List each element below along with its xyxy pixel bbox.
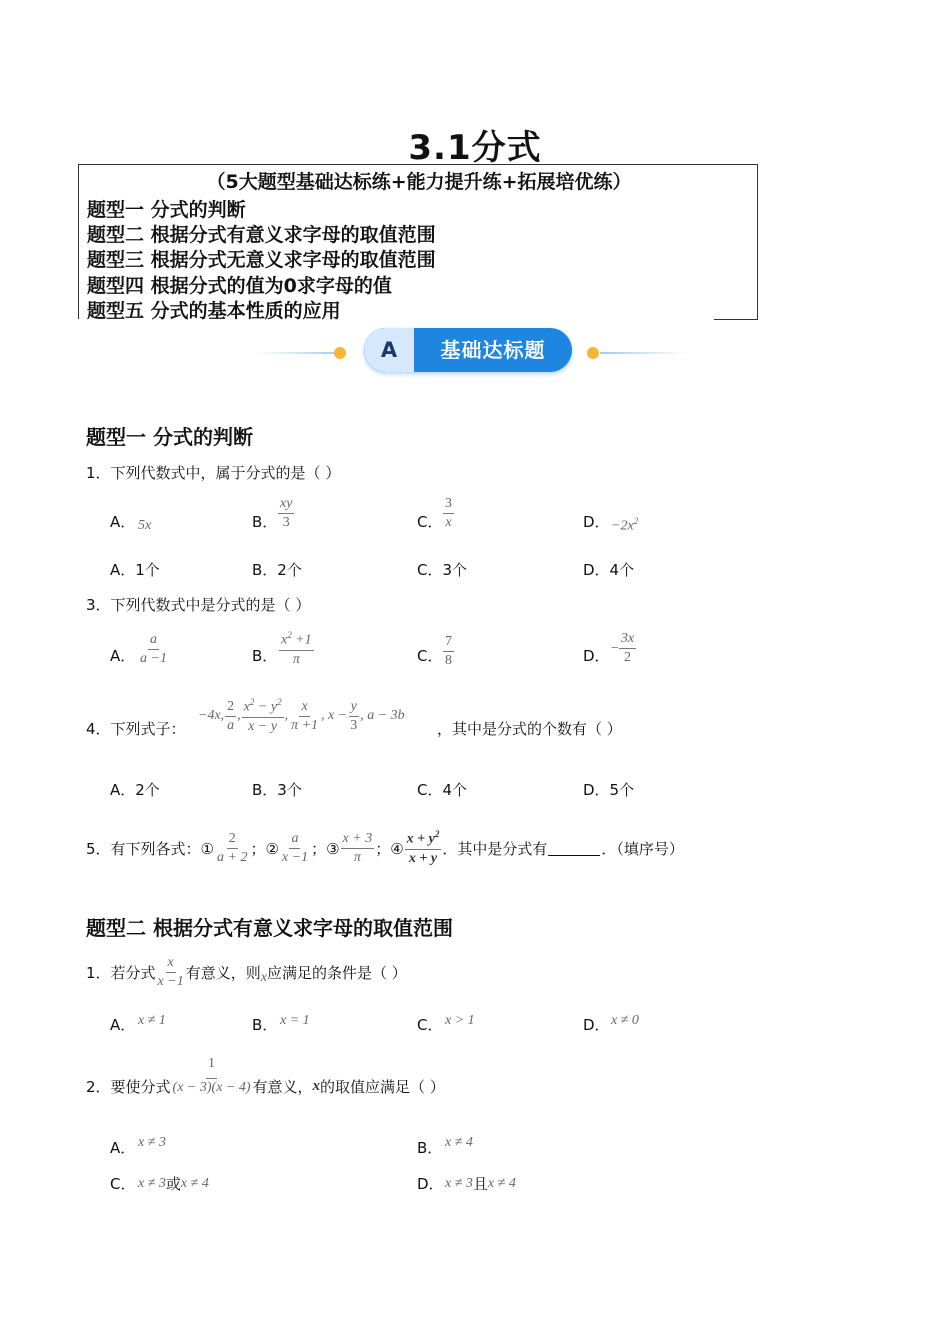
q1-option-b-label: B．	[252, 513, 278, 531]
q3-option-b-fraction	[279, 630, 314, 668]
s2q2-option-d-label: D．	[417, 1175, 444, 1193]
s2q2-fraction	[171, 1056, 253, 1096]
q4-fraction-1	[225, 699, 236, 734]
q1-option-b-fraction	[278, 496, 294, 531]
toc-item-2: 题型二 根据分式有意义求字母的取值范围	[87, 224, 436, 246]
q4-f2-denominator: x − y	[248, 718, 278, 734]
q4-f3-denominator: π +1	[291, 717, 319, 733]
q4-option-d: D．5个	[583, 781, 635, 799]
q5-f1-numerator: 2	[227, 831, 238, 849]
q3-c-numerator: 7	[443, 634, 454, 652]
s2q2-c-part1: x ≠ 3	[138, 1176, 166, 1191]
banner-dot-left	[334, 347, 346, 359]
question-5	[86, 815, 684, 881]
q4-option-c: C．4个	[417, 781, 468, 799]
q1-option-c-fraction	[443, 496, 454, 531]
q1-d-exponent: 2	[633, 516, 639, 526]
s2q2-numerator: 1	[206, 1056, 217, 1079]
s2-question-2	[86, 1046, 445, 1106]
q3-d-denominator: 2	[624, 650, 632, 665]
q5-fraction-4	[405, 829, 442, 867]
q1-d-base: −2x	[611, 518, 634, 534]
q3-c-denominator: 8	[445, 653, 452, 668]
section-banner	[364, 328, 572, 372]
q3-option-d-label: D．	[583, 647, 610, 665]
toc-item-1: 题型一 分式的判断	[87, 199, 246, 221]
q3-a-denominator: a −1	[140, 651, 167, 666]
q5-sep-2: ；②	[250, 839, 279, 858]
s2q1-option-a: x ≠ 1	[138, 1013, 166, 1028]
q1-option-d-expr	[611, 516, 638, 535]
q5-f4-denominator: x + y	[408, 850, 438, 866]
q3-b-num-base: x	[281, 632, 288, 648]
q3-b-denominator: π	[292, 651, 300, 667]
q5-f2-denominator: x −1	[281, 849, 309, 865]
banner-line-right	[600, 352, 688, 354]
q3-option-d-fraction	[619, 631, 636, 666]
q1-option-a-label: A．	[110, 513, 136, 531]
q1-b-denominator: 3	[282, 515, 290, 530]
banner-dot-right	[587, 347, 599, 359]
s2q1-stem-a: 1．若分式	[86, 963, 156, 982]
s2q1-numerator: x	[166, 955, 176, 973]
s2q2-d-part2: x ≠ 4	[487, 1176, 516, 1191]
question-4-stem: 4．下列式子：	[86, 720, 186, 738]
q2-option-d: D．4个	[583, 561, 635, 579]
q4-expr-1: −4x,	[198, 708, 225, 723]
question-3-stem: 3．下列代数式中是分式的是（ ）	[86, 596, 311, 614]
s2q2-d-part1: x ≠ 3	[445, 1176, 473, 1191]
q5-answer-blank[interactable]	[548, 841, 600, 856]
q4-f4-numerator: y	[349, 699, 359, 717]
s2q1-option-d: x ≠ 0	[611, 1013, 639, 1028]
q4-expr-3: , a − 3b	[360, 708, 405, 723]
q4-fraction-2	[242, 697, 284, 735]
q2-option-a: A．1个	[110, 561, 160, 579]
q4-option-b: B．3个	[252, 781, 302, 799]
q4-f2-numerator	[242, 697, 284, 718]
q1-option-c-label: C．	[417, 513, 443, 531]
q4-f1-denominator: a	[227, 717, 235, 733]
q5-f3-numerator: x + 3	[341, 831, 375, 849]
s2q1-stem-b: 有意义，则	[185, 963, 261, 982]
q4-option-a: A．2个	[110, 781, 160, 799]
q5-f2-numerator: a	[289, 831, 300, 849]
toc-item-5: 题型五 分式的基本性质的应用	[87, 300, 341, 322]
q5-f4-numerator	[405, 829, 442, 850]
s2q1-denominator: x −1	[157, 973, 184, 989]
q3-a-numerator: a	[148, 632, 159, 650]
q5-fraction-1	[215, 831, 249, 866]
s2-question-1	[86, 950, 407, 994]
q5-tail-a: ．其中是分式有	[442, 839, 548, 858]
s2q2-option-c	[138, 1171, 209, 1192]
q4-comma: ,	[284, 708, 289, 723]
q3-option-a-fraction	[138, 632, 169, 667]
q3-option-c-fraction	[443, 634, 454, 669]
q3-option-d-expr	[611, 631, 636, 666]
toc-border-fragment	[714, 319, 758, 320]
s2q2-option-b-label: B．	[417, 1139, 443, 1157]
s2q2-stem-b: 有意义，	[252, 1077, 313, 1096]
s2q2-c-part2: x ≠ 4	[180, 1176, 209, 1191]
q4-f3-numerator: x	[299, 699, 309, 717]
q2-option-b: B．2个	[252, 561, 302, 579]
q4-fraction-4	[348, 699, 359, 734]
q1-option-d-label: D．	[583, 513, 610, 531]
banner-line-left	[255, 352, 343, 354]
q5-f3-denominator: π	[353, 849, 361, 865]
q5-fraction-3	[341, 831, 375, 866]
q3-option-a-label: A．	[110, 647, 136, 665]
q4-f1-numerator: 2	[225, 699, 236, 717]
s2q2-d-join: 且	[472, 1175, 488, 1193]
banner-text: 基础达标题	[440, 338, 546, 362]
q5-tail-b: ．（填序号）	[601, 839, 684, 858]
page-title: 3.1分式	[408, 128, 542, 168]
q4-f4-denominator: 3	[350, 717, 358, 733]
q3-b-num-tail: +1	[291, 632, 312, 648]
q4-f2-y: − y	[254, 699, 278, 715]
banner-letter: A	[364, 328, 414, 372]
q5-stem: 5．有下列各式：①	[86, 839, 214, 858]
s2q1-option-b: x = 1	[280, 1013, 310, 1028]
q3-d-sign: −	[611, 640, 619, 656]
s2q2-option-b: x ≠ 4	[445, 1135, 473, 1150]
question-4-tail: ，其中是分式的个数有（ ）	[437, 720, 622, 738]
q3-b-numerator	[279, 630, 314, 651]
q2-option-c: C．3个	[417, 561, 468, 579]
q1-c-numerator: 3	[443, 496, 454, 514]
s2q2-stem-c: 的取值应满足（ ）	[320, 1077, 445, 1096]
s2q2-option-d	[445, 1171, 516, 1192]
q4-expr-2: , x −	[321, 708, 348, 723]
q3-option-b-label: B．	[252, 647, 278, 665]
q5-fraction-2	[280, 831, 310, 866]
s2q2-c-join: 或	[165, 1175, 181, 1193]
q5-sep-3: ；③	[311, 839, 340, 858]
q5-sep-4: ；④	[375, 839, 404, 858]
q1-b-numerator: xy	[278, 496, 294, 514]
q3-option-c-label: C．	[417, 647, 443, 665]
section-heading-2: 题型二 根据分式有意义求字母的取值范围	[86, 916, 453, 940]
s2q2-variable: x	[312, 1077, 321, 1094]
q5-f1-denominator: a + 2	[217, 849, 248, 865]
s2q1-option-b-label: B．	[252, 1016, 278, 1034]
s2q1-option-c-label: C．	[417, 1016, 443, 1034]
question-1-stem: 1．下列代数式中，属于分式的是（ ）	[86, 464, 341, 482]
s2q1-option-c: x > 1	[445, 1013, 475, 1028]
toc-item-4: 题型四 根据分式的值为0求字母的值	[87, 275, 392, 297]
s2q1-option-a-label: A．	[110, 1016, 136, 1034]
section-heading-1: 题型一 分式的判断	[86, 425, 253, 449]
s2q1-option-d-label: D．	[583, 1016, 610, 1034]
s2q2-option-c-label: C．	[110, 1175, 136, 1193]
s2q2-option-a-label: A．	[110, 1139, 136, 1157]
q3-b-num-exponent: 2	[287, 630, 292, 640]
s2q2-option-a: x ≠ 3	[138, 1135, 166, 1150]
toc-item-3: 题型三 根据分式无意义求字母的取值范围	[87, 249, 436, 271]
toc-box	[78, 164, 758, 322]
q3-d-numerator: 3x	[619, 631, 636, 649]
toc-subtitle: （5大题型基础达标练+能力提升练+拓展培优练）	[206, 171, 632, 193]
s2q1-fraction	[156, 955, 186, 990]
q4-expression-list	[198, 694, 405, 738]
s2q1-stem-c: 应满足的条件是（ ）	[266, 963, 407, 982]
q4-f2-x: x	[243, 699, 250, 715]
s2q1-variable: x	[260, 970, 267, 985]
q5-f4-num-base: x + y	[406, 831, 435, 847]
s2q2-denominator: (x − 3)(x − 4)	[172, 1080, 251, 1095]
q5-f4-exponent: 2	[434, 829, 440, 840]
q4-comma: ,	[237, 708, 241, 723]
q4-fraction-3	[289, 699, 320, 734]
s2q2-stem-a: 2．要使分式	[86, 1077, 171, 1096]
q4-f2-exp2: 2	[277, 697, 282, 708]
q4-f2-exp1: 2	[249, 697, 255, 708]
q1-c-denominator: x	[445, 515, 452, 530]
q1-option-a-expr: 5x	[138, 518, 152, 533]
